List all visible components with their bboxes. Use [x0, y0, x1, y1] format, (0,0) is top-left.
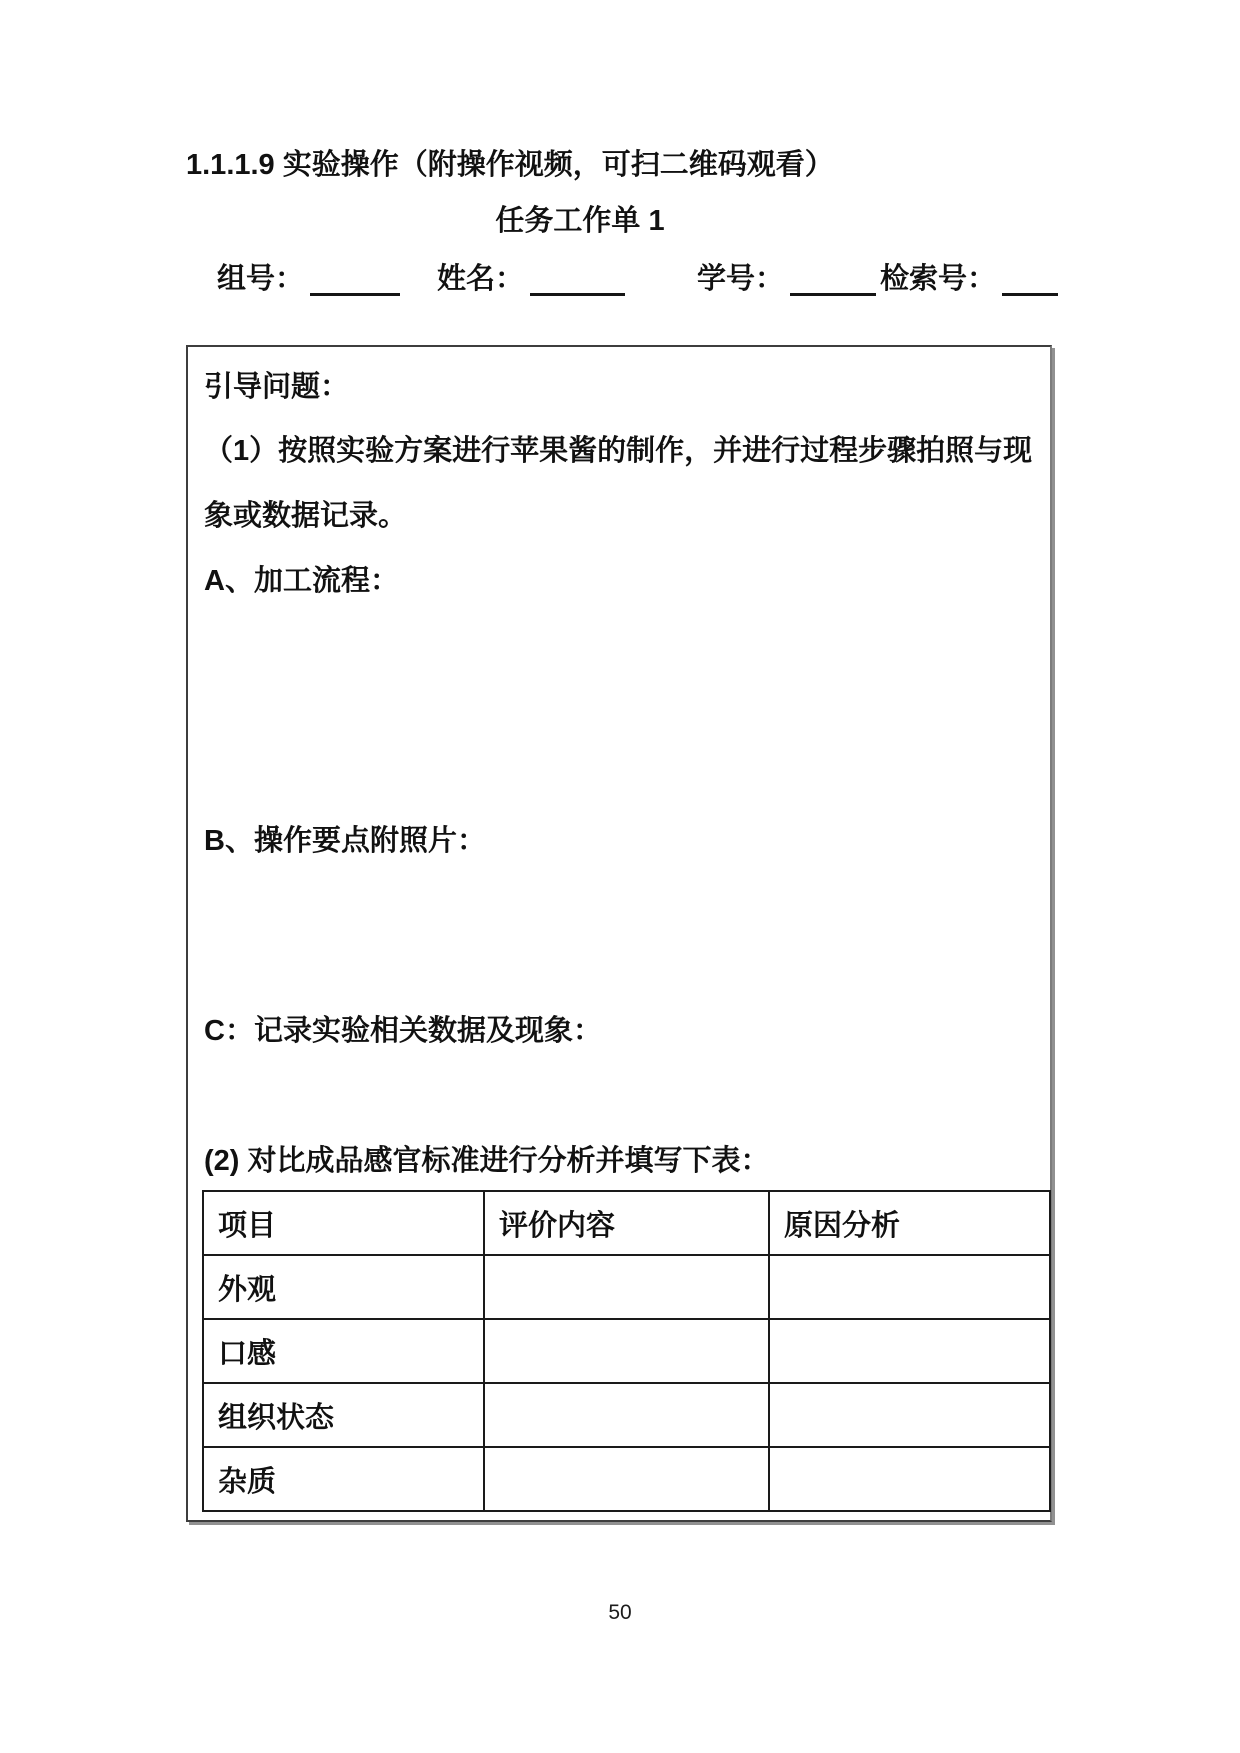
row-item-label: 杂质	[203, 1447, 484, 1511]
group-number-label: 组号：	[217, 263, 305, 295]
name-label: 姓名：	[437, 263, 525, 295]
analysis-cell[interactable]	[769, 1319, 1050, 1383]
evaluation-cell[interactable]	[484, 1255, 769, 1319]
group-number-blank[interactable]	[310, 286, 400, 296]
table-row	[203, 1383, 1050, 1447]
group-number-field	[217, 256, 400, 297]
section-a-answer-area[interactable]	[204, 605, 1034, 817]
student-id-label: 学号：	[697, 263, 785, 295]
row-item-label: 口感	[203, 1319, 484, 1383]
page-number: 50	[608, 1601, 632, 1624]
student-id-blank[interactable]	[790, 286, 876, 296]
section-c-answer-area[interactable]	[204, 1055, 1034, 1137]
section-c-label: C：记录实验相关数据及现象：	[204, 1015, 602, 1047]
row-item-label: 组织状态	[203, 1383, 484, 1447]
table-row	[203, 1255, 1050, 1319]
row-item-label: 外观	[203, 1255, 484, 1319]
evaluation-table	[202, 1190, 1051, 1512]
section-a-label: A、加工流程：	[204, 565, 399, 597]
section-b-label: B、操作要点附照片：	[204, 825, 486, 857]
student-id-field	[697, 256, 876, 297]
name-blank[interactable]	[530, 286, 625, 296]
evaluation-cell[interactable]	[484, 1383, 769, 1447]
index-number-blank[interactable]	[1002, 286, 1058, 296]
question-1-text: （1）按照实验方案进行苹果酱的制作，并进行过程步骤拍照与现象或数据记录。	[204, 435, 1033, 532]
analysis-cell[interactable]	[769, 1447, 1050, 1511]
table-header-row	[203, 1191, 1050, 1255]
student-info-row	[186, 256, 1086, 300]
name-field	[437, 256, 625, 297]
question-2-label: (2) 对比成品感官标准进行分析并填写下表：	[204, 1145, 770, 1177]
worksheet-box	[186, 345, 1052, 1522]
evaluation-cell[interactable]	[484, 1319, 769, 1383]
table-row	[203, 1447, 1050, 1511]
index-number-field	[880, 256, 1058, 297]
analysis-cell[interactable]	[769, 1383, 1050, 1447]
header-evaluation: 评价内容	[484, 1191, 769, 1255]
analysis-cell[interactable]	[769, 1255, 1050, 1319]
section-heading: 1.1.1.9 实验操作（附操作视频，可扫二维码观看）	[186, 149, 834, 181]
section-b-answer-area[interactable]	[204, 865, 1034, 1007]
header-analysis: 原因分析	[769, 1191, 1050, 1255]
evaluation-cell[interactable]	[484, 1447, 769, 1511]
header-item: 项目	[203, 1191, 484, 1255]
index-number-label: 检索号：	[880, 263, 997, 295]
worksheet-title: 任务工作单 1	[495, 205, 665, 237]
guide-questions-label: 引导问题：	[204, 371, 350, 403]
table-row	[203, 1319, 1050, 1383]
